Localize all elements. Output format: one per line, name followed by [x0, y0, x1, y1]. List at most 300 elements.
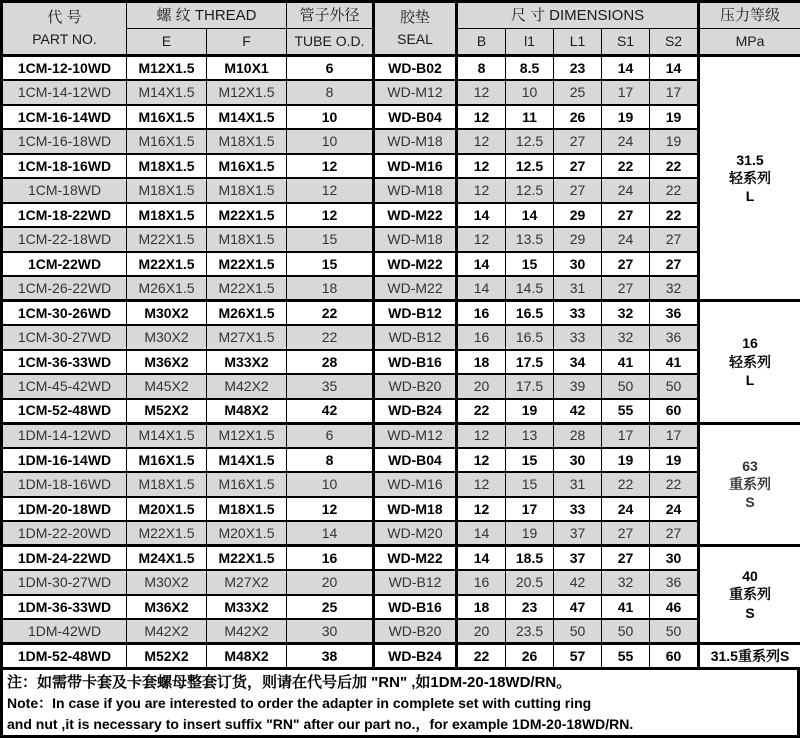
dim-s1-cell: 27 — [602, 203, 650, 228]
dim-s1-cell: 17 — [602, 423, 650, 448]
tube-od-cell: 20 — [287, 570, 374, 595]
part-no-cell: 1CM-12-10WD — [2, 56, 127, 81]
table-row — [2, 301, 800, 326]
dim-s1-cell: 14 — [602, 56, 650, 81]
dim-s1-cell: 55 — [602, 644, 650, 669]
col-header-thread-f: F — [207, 29, 287, 56]
seal-cell: WD-B12 — [374, 301, 457, 326]
pressure-line: L — [745, 188, 755, 205]
dim-L1-cell: 42 — [554, 399, 602, 424]
dim-s2-cell: 24 — [650, 497, 699, 522]
dim-l1-cell: 13.5 — [506, 227, 554, 252]
dim-s1-cell: 24 — [602, 129, 650, 154]
col-header-dim-s1: S1 — [602, 29, 650, 56]
dim-b-cell: 8 — [457, 56, 506, 81]
dim-b-cell: 12 — [457, 423, 506, 448]
thread-f-cell: M12X1.5 — [207, 80, 287, 105]
dim-l1-cell: 14.5 — [506, 276, 554, 301]
dim-s1-cell: 19 — [602, 105, 650, 130]
table-row — [2, 203, 800, 228]
dim-s1-cell: 27 — [602, 546, 650, 571]
dim-l1-cell: 12.5 — [506, 154, 554, 179]
table-row — [2, 105, 800, 130]
note-line-english-1: Note：In case if you are interested to order the adapter in complete set with cutting ring — [7, 695, 592, 712]
part-no-cell: 1CM-16-14WD — [2, 105, 127, 130]
seal-cell: WD-M22 — [374, 546, 457, 571]
seal-cell: WD-M22 — [374, 252, 457, 277]
thread-f-cell: M33X2 — [207, 595, 287, 620]
part-no-cell: 1CM-30-26WD — [2, 301, 127, 326]
tube-od-cell: 35 — [287, 374, 374, 399]
dim-l1-cell: 23.5 — [506, 619, 554, 644]
dim-L1-cell: 34 — [554, 350, 602, 375]
thread-f-cell: M26X1.5 — [207, 301, 287, 326]
table-row — [2, 178, 800, 203]
col-header-part-no — [2, 2, 127, 56]
tube-od-cell: 12 — [287, 203, 374, 228]
part-no-cell: 1DM-18-16WD — [2, 472, 127, 497]
thread-e-cell: M45X2 — [127, 374, 207, 399]
seal-cell: WD-M18 — [374, 497, 457, 522]
dim-s2-cell: 50 — [650, 619, 699, 644]
col-header-mpa-unit: MPa — [699, 29, 800, 56]
thread-e-cell: M52X2 — [127, 644, 207, 669]
tube-od-cell: 25 — [287, 595, 374, 620]
dim-b-cell: 16 — [457, 570, 506, 595]
part-no-cell: 1DM-22-20WD — [2, 521, 127, 546]
seal-cell: WD-M18 — [374, 178, 457, 203]
part-no-cell: 1CM-45-42WD — [2, 374, 127, 399]
dim-L1-cell: 37 — [554, 521, 602, 546]
thread-e-cell: M18X1.5 — [127, 178, 207, 203]
seal-cell: WD-M12 — [374, 80, 457, 105]
seal-cell: WD-B12 — [374, 325, 457, 350]
thread-e-cell: M16X1.5 — [127, 105, 207, 130]
pressure-line: 16 — [742, 335, 758, 352]
pressure-line: 轻系列 — [729, 169, 772, 186]
dim-b-cell: 16 — [457, 301, 506, 326]
dim-L1-cell: 50 — [554, 619, 602, 644]
dim-s2-cell: 36 — [650, 301, 699, 326]
pressure-group-cell — [699, 423, 800, 546]
part-no-cell: 1DM-30-27WD — [2, 570, 127, 595]
dim-s2-cell: 22 — [650, 154, 699, 179]
dim-l1-cell: 17 — [506, 497, 554, 522]
dim-L1-cell: 28 — [554, 423, 602, 448]
thread-e-cell: M20X1.5 — [127, 497, 207, 522]
dim-s1-cell: 27 — [602, 521, 650, 546]
dim-l1-cell: 17.5 — [506, 374, 554, 399]
dim-l1-cell: 12.5 — [506, 129, 554, 154]
part-no-cell: 1DM-42WD — [2, 619, 127, 644]
dim-s1-cell: 41 — [602, 595, 650, 620]
table-row — [2, 497, 800, 522]
dim-b-cell: 12 — [457, 227, 506, 252]
dim-s2-cell: 19 — [650, 448, 699, 473]
thread-e-cell: M42X2 — [127, 619, 207, 644]
tube-od-cell: 6 — [287, 423, 374, 448]
pressure-line: S — [745, 494, 755, 511]
thread-f-cell: M20X1.5 — [207, 521, 287, 546]
col-header-thread-e: E — [127, 29, 207, 56]
dim-L1-cell: 42 — [554, 570, 602, 595]
seal-cell: WD-B20 — [374, 374, 457, 399]
dim-L1-cell: 23 — [554, 56, 602, 81]
seal-cell: WD-B04 — [374, 105, 457, 130]
dim-b-cell: 14 — [457, 203, 506, 228]
tube-od-cell: 12 — [287, 497, 374, 522]
dim-s2-cell: 41 — [650, 350, 699, 375]
dim-L1-cell: 37 — [554, 546, 602, 571]
dim-s2-cell: 50 — [650, 374, 699, 399]
dim-L1-cell: 27 — [554, 129, 602, 154]
dim-l1-cell: 19 — [506, 521, 554, 546]
part-no-cell: 1CM-22-18WD — [2, 227, 127, 252]
dim-L1-cell: 39 — [554, 374, 602, 399]
dim-b-cell: 18 — [457, 595, 506, 620]
table-row — [2, 619, 800, 644]
header-row-1 — [2, 2, 800, 29]
dim-b-cell: 12 — [457, 497, 506, 522]
dim-s2-cell: 36 — [650, 570, 699, 595]
dim-L1-cell: 30 — [554, 252, 602, 277]
pressure-line: 重系列 — [729, 586, 772, 603]
dim-s2-cell: 60 — [650, 644, 699, 669]
dim-s2-cell: 22 — [650, 203, 699, 228]
part-no-cell: 1DM-14-12WD — [2, 423, 127, 448]
pressure-line: S — [745, 604, 755, 621]
pressure-line: 重系列 — [729, 476, 772, 493]
dim-b-cell: 22 — [457, 399, 506, 424]
thread-e-cell: M30X2 — [127, 325, 207, 350]
dim-l1-cell: 26 — [506, 644, 554, 669]
col-header-part-cn: 代 号 — [47, 9, 82, 27]
dim-s1-cell: 17 — [602, 80, 650, 105]
thread-e-cell: M22X1.5 — [127, 227, 207, 252]
tube-od-cell: 38 — [287, 644, 374, 669]
dim-L1-cell: 33 — [554, 325, 602, 350]
pressure-group-cell — [699, 644, 800, 669]
seal-cell: WD-B24 — [374, 644, 457, 669]
seal-cell: WD-B16 — [374, 595, 457, 620]
dim-s2-cell: 19 — [650, 129, 699, 154]
seal-cell: WD-M20 — [374, 521, 457, 546]
table-row — [2, 80, 800, 105]
dim-L1-cell: 27 — [554, 154, 602, 179]
dim-s1-cell: 50 — [602, 374, 650, 399]
dim-s1-cell: 24 — [602, 178, 650, 203]
pressure-line: 31.5重系列S — [710, 647, 790, 664]
dim-l1-cell: 8.5 — [506, 56, 554, 81]
dim-s1-cell: 27 — [602, 276, 650, 301]
dim-b-cell: 12 — [457, 80, 506, 105]
tube-od-cell: 22 — [287, 325, 374, 350]
tube-od-cell: 16 — [287, 546, 374, 571]
thread-e-cell: M18X1.5 — [127, 154, 207, 179]
dim-L1-cell: 33 — [554, 301, 602, 326]
table-row — [2, 595, 800, 620]
col-header-pressure-cn: 压力等级 — [699, 2, 800, 29]
table-body — [2, 56, 800, 669]
tube-od-cell: 15 — [287, 252, 374, 277]
thread-e-cell: M24X1.5 — [127, 546, 207, 571]
table-row — [2, 423, 800, 448]
col-header-part-en: PART NO. — [32, 31, 97, 48]
thread-f-cell: M22X1.5 — [207, 203, 287, 228]
dim-L1-cell: 57 — [554, 644, 602, 669]
dim-b-cell: 12 — [457, 154, 506, 179]
thread-e-cell: M18X1.5 — [127, 472, 207, 497]
tube-od-cell: 12 — [287, 178, 374, 203]
dim-l1-cell: 17.5 — [506, 350, 554, 375]
dim-b-cell: 20 — [457, 619, 506, 644]
dim-s1-cell: 22 — [602, 154, 650, 179]
part-no-cell: 1CM-18WD — [2, 178, 127, 203]
dim-l1-cell: 10 — [506, 80, 554, 105]
dim-L1-cell: 27 — [554, 178, 602, 203]
dim-b-cell: 14 — [457, 252, 506, 277]
seal-cell: WD-B16 — [374, 350, 457, 375]
thread-f-cell: M16X1.5 — [207, 472, 287, 497]
thread-e-cell: M16X1.5 — [127, 129, 207, 154]
thread-f-cell: M48X2 — [207, 644, 287, 669]
thread-f-cell: M18X1.5 — [207, 178, 287, 203]
thread-e-cell: M14X1.5 — [127, 80, 207, 105]
dim-s1-cell: 19 — [602, 448, 650, 473]
dim-s2-cell: 17 — [650, 80, 699, 105]
dim-l1-cell: 11 — [506, 105, 554, 130]
dim-s2-cell: 32 — [650, 276, 699, 301]
part-no-cell: 1CM-36-33WD — [2, 350, 127, 375]
dim-L1-cell: 29 — [554, 203, 602, 228]
table-row — [2, 227, 800, 252]
tube-od-cell: 6 — [287, 56, 374, 81]
col-header-tube-cn: 管子外径 — [287, 2, 374, 29]
table-row — [2, 521, 800, 546]
seal-cell: WD-M22 — [374, 203, 457, 228]
seal-cell: WD-B12 — [374, 570, 457, 595]
tube-od-cell: 18 — [287, 276, 374, 301]
dim-s2-cell: 19 — [650, 105, 699, 130]
thread-e-cell: M30X2 — [127, 570, 207, 595]
thread-e-cell: M36X2 — [127, 595, 207, 620]
table-row — [2, 129, 800, 154]
thread-f-cell: M27X1.5 — [207, 325, 287, 350]
table-row — [2, 399, 800, 424]
dim-s2-cell: 27 — [650, 252, 699, 277]
dim-s2-cell: 60 — [650, 399, 699, 424]
seal-cell: WD-M16 — [374, 154, 457, 179]
table-row — [2, 350, 800, 375]
tube-od-cell: 8 — [287, 80, 374, 105]
dim-L1-cell: 29 — [554, 227, 602, 252]
dim-s1-cell: 32 — [602, 301, 650, 326]
dim-s1-cell: 41 — [602, 350, 650, 375]
dim-l1-cell: 18.5 — [506, 546, 554, 571]
dim-b-cell: 12 — [457, 105, 506, 130]
part-no-cell: 1CM-30-27WD — [2, 325, 127, 350]
thread-f-cell: M22X1.5 — [207, 546, 287, 571]
thread-f-cell: M16X1.5 — [207, 154, 287, 179]
dim-L1-cell: 30 — [554, 448, 602, 473]
note-line-chinese: 注：如需带卡套及卡套螺母整套订货，则请在代号后加 "RN" ,如1DM-20-18WD/RN。 — [7, 673, 572, 691]
part-no-cell: 1CM-14-12WD — [2, 80, 127, 105]
pressure-group-cell — [699, 301, 800, 424]
tube-od-cell: 8 — [287, 448, 374, 473]
thread-f-cell: M12X1.5 — [207, 423, 287, 448]
thread-e-cell: M22X1.5 — [127, 521, 207, 546]
seal-cell: WD-B02 — [374, 56, 457, 81]
dim-b-cell: 12 — [457, 129, 506, 154]
dim-b-cell: 18 — [457, 350, 506, 375]
seal-cell: WD-B04 — [374, 448, 457, 473]
thread-f-cell: M18X1.5 — [207, 227, 287, 252]
tube-od-cell: 10 — [287, 472, 374, 497]
dim-b-cell: 22 — [457, 644, 506, 669]
part-no-cell: 1CM-18-22WD — [2, 203, 127, 228]
dim-l1-cell: 12.5 — [506, 178, 554, 203]
dim-l1-cell: 15 — [506, 252, 554, 277]
thread-f-cell: M42X2 — [207, 374, 287, 399]
dim-s2-cell: 14 — [650, 56, 699, 81]
dim-s1-cell: 32 — [602, 325, 650, 350]
thread-e-cell: M12X1.5 — [127, 56, 207, 81]
part-no-cell: 1CM-26-22WD — [2, 276, 127, 301]
note-line-english-2: and nut ,it is necessary to insert suffix "RN" after our part no.，for example 1DM-20-18WD/RN. — [7, 715, 634, 732]
seal-cell: WD-M16 — [374, 472, 457, 497]
table-row — [2, 154, 800, 179]
table-row — [2, 276, 800, 301]
dim-b-cell: 14 — [457, 521, 506, 546]
part-no-cell: 1DM-20-18WD — [2, 497, 127, 522]
thread-e-cell: M26X1.5 — [127, 276, 207, 301]
col-header-thread: 螺 纹 THREAD — [127, 2, 287, 29]
thread-f-cell: M10X1 — [207, 56, 287, 81]
dim-b-cell: 12 — [457, 472, 506, 497]
dim-s2-cell: 22 — [650, 472, 699, 497]
pressure-group-cell — [699, 56, 800, 301]
tube-od-cell: 10 — [287, 105, 374, 130]
dim-s2-cell: 17 — [650, 423, 699, 448]
dim-l1-cell: 15 — [506, 472, 554, 497]
dim-l1-cell: 14 — [506, 203, 554, 228]
dim-s2-cell: 27 — [650, 521, 699, 546]
part-no-cell: 1DM-36-33WD — [2, 595, 127, 620]
col-header-dim-l1: l1 — [506, 29, 554, 56]
col-header-seal-en: SEAL — [397, 31, 433, 48]
col-header-dim-s2: S2 — [650, 29, 699, 56]
pressure-line: 40 — [742, 568, 758, 585]
tube-od-cell: 42 — [287, 399, 374, 424]
dim-s1-cell: 50 — [602, 619, 650, 644]
dim-s1-cell: 24 — [602, 497, 650, 522]
thread-f-cell: M18X1.5 — [207, 129, 287, 154]
dim-s1-cell: 24 — [602, 227, 650, 252]
dim-L1-cell: 31 — [554, 472, 602, 497]
pressure-line: L — [745, 371, 755, 388]
thread-f-cell: M14X1.5 — [207, 448, 287, 473]
table-row — [2, 448, 800, 473]
dim-s2-cell: 22 — [650, 178, 699, 203]
table-row — [2, 252, 800, 277]
pressure-line: 轻系列 — [729, 353, 772, 370]
seal-cell: WD-M18 — [374, 129, 457, 154]
table-row — [2, 374, 800, 399]
thread-f-cell: M48X2 — [207, 399, 287, 424]
thread-e-cell: M22X1.5 — [127, 252, 207, 277]
thread-e-cell: M18X1.5 — [127, 203, 207, 228]
dim-L1-cell: 31 — [554, 276, 602, 301]
part-no-cell: 1DM-24-22WD — [2, 546, 127, 571]
seal-cell: WD-M18 — [374, 227, 457, 252]
dim-l1-cell: 20.5 — [506, 570, 554, 595]
part-no-cell: 1CM-52-48WD — [2, 399, 127, 424]
pressure-line: 63 — [742, 457, 758, 474]
tube-od-cell: 30 — [287, 619, 374, 644]
seal-cell: WD-B20 — [374, 619, 457, 644]
dim-b-cell: 12 — [457, 178, 506, 203]
tube-od-cell: 15 — [287, 227, 374, 252]
dim-s1-cell: 55 — [602, 399, 650, 424]
dim-s1-cell: 22 — [602, 472, 650, 497]
thread-e-cell: M30X2 — [127, 301, 207, 326]
dim-l1-cell: 16.5 — [506, 325, 554, 350]
dim-L1-cell: 25 — [554, 80, 602, 105]
table-row — [2, 325, 800, 350]
thread-f-cell: M42X2 — [207, 619, 287, 644]
tube-od-cell: 10 — [287, 129, 374, 154]
dim-b-cell: 12 — [457, 448, 506, 473]
pressure-group-cell — [699, 546, 800, 644]
thread-e-cell: M36X2 — [127, 350, 207, 375]
tube-od-cell: 12 — [287, 154, 374, 179]
dim-s1-cell: 32 — [602, 570, 650, 595]
dim-s2-cell: 27 — [650, 227, 699, 252]
table-row — [2, 56, 800, 81]
part-no-cell: 1DM-16-14WD — [2, 448, 127, 473]
pressure-line: 31.5 — [736, 151, 764, 168]
tube-od-cell: 14 — [287, 521, 374, 546]
thread-e-cell: M16X1.5 — [127, 448, 207, 473]
dim-L1-cell: 33 — [554, 497, 602, 522]
order-note — [0, 670, 800, 738]
thread-f-cell: M27X2 — [207, 570, 287, 595]
thread-f-cell: M22X1.5 — [207, 276, 287, 301]
col-header-dim-b: B — [457, 29, 506, 56]
tube-od-cell: 28 — [287, 350, 374, 375]
dim-s2-cell: 30 — [650, 546, 699, 571]
part-no-cell: 1CM-22WD — [2, 252, 127, 277]
table-header — [2, 2, 800, 56]
part-no-cell: 1CM-16-18WD — [2, 129, 127, 154]
thread-e-cell: M52X2 — [127, 399, 207, 424]
seal-cell: WD-M12 — [374, 423, 457, 448]
dim-b-cell: 14 — [457, 546, 506, 571]
thread-f-cell: M22X1.5 — [207, 252, 287, 277]
table-row — [2, 644, 800, 669]
dim-s1-cell: 27 — [602, 252, 650, 277]
seal-cell: WD-B24 — [374, 399, 457, 424]
thread-f-cell: M14X1.5 — [207, 105, 287, 130]
thread-f-cell: M18X1.5 — [207, 497, 287, 522]
col-header-seal — [374, 2, 457, 56]
thread-f-cell: M33X2 — [207, 350, 287, 375]
dim-b-cell: 20 — [457, 374, 506, 399]
dim-b-cell: 16 — [457, 325, 506, 350]
dim-l1-cell: 13 — [506, 423, 554, 448]
col-header-dimensions: 尺 寸 DIMENSIONS — [457, 2, 699, 29]
tube-od-cell: 22 — [287, 301, 374, 326]
